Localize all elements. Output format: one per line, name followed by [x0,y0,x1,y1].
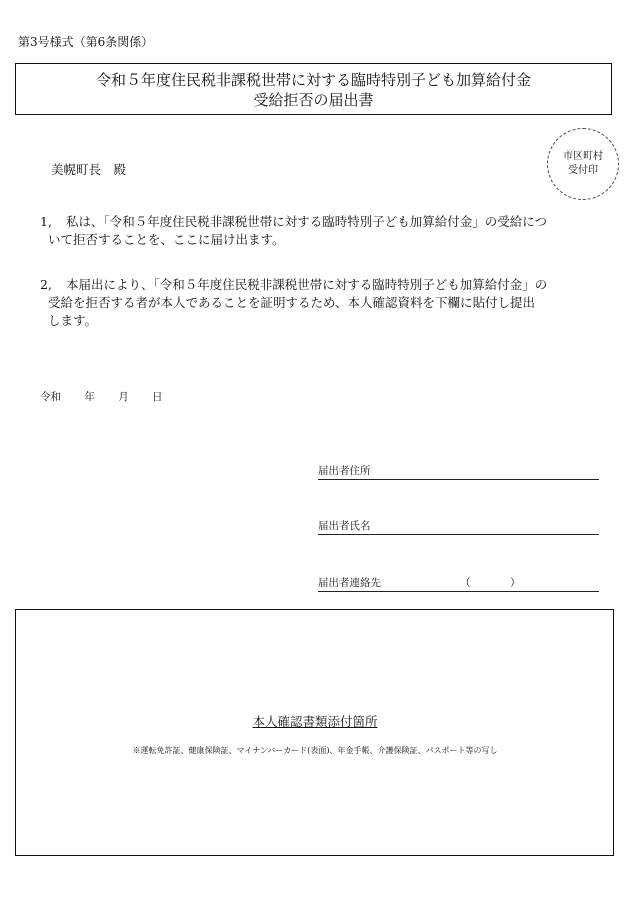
clause-1-line-1: 私は、「令和５年度住民税非課税世帯に対する臨時特別子ども加算給付金」の受給につ [66,214,548,229]
date-era: 令和 [40,391,61,403]
clause-2-line-2: 受給を拒否する者が本人であることを証明するため、本人確認資料を下欄に貼付し提出 [48,295,536,310]
stamp-line-1: 市区町村 [563,151,603,162]
address-label: 届出者住所 [318,465,371,477]
clause-2 [40,276,600,330]
date-year: 年 [84,391,95,403]
contact-close-paren: ） [510,577,521,589]
addressee: 美幌町長 殿 [51,162,127,177]
id-section-title [0,712,630,730]
form-number: 第3号様式（第6条関係） [18,35,154,49]
id-attachment-box [15,609,614,856]
clause-2-number: 2, [40,277,52,292]
title-line-2: 受給拒否の届出書 [253,91,374,109]
contact-label: 届出者連絡先 [318,577,381,589]
clause-1-line-2: いて拒否することを、ここに届け出ます。 [48,232,285,247]
clause-1-number: 1, [40,214,52,229]
title-box [15,63,612,115]
name-field[interactable] [318,519,599,535]
reception-stamp-circle [547,128,619,200]
address-field[interactable] [318,464,599,480]
id-section-note: ※運転免許証、健康保険証、マイナンバーカード(表面)、年金手帳、介護保険証、パスポート等の写し [132,746,498,755]
clause-1 [40,213,600,249]
id-section-title-text: 本人確認書類添付箇所 [252,714,378,729]
date-month: 月 [118,391,129,403]
date-day: 日 [152,391,163,403]
contact-field[interactable] [318,576,599,592]
clause-2-line-3: します。 [48,313,98,328]
clause-2-line-1: 本届出により、「令和５年度住民税非課税世帯に対する臨時特別子ども加算給付金」の [66,277,548,292]
date-row [40,389,183,404]
title-line-1: 令和５年度住民税非課税世帯に対する臨時特別子ども加算給付金 [95,71,531,89]
name-label: 届出者氏名 [318,520,371,532]
contact-open-paren: （ [460,577,471,589]
stamp-line-2: 受付印 [568,165,598,176]
